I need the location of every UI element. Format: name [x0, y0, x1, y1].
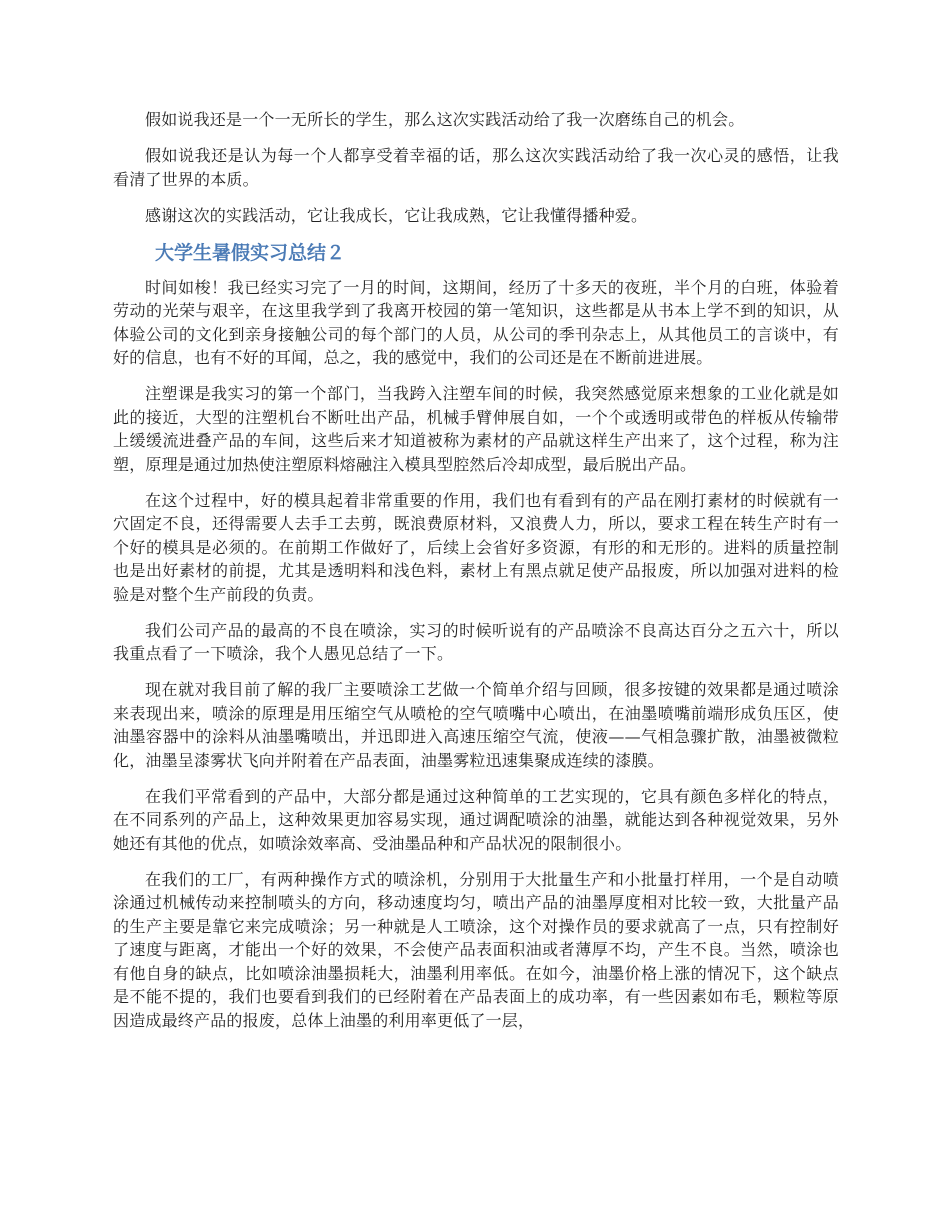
intro-paragraph-2: 假如说我还是认为每一个人都享受着幸福的话，那么这次实践活动给了我一次心灵的感悟，让我看清了世界的本质。 — [113, 146, 839, 189]
body-paragraph-5: 现在就对我目前了解的我厂主要喷涂工艺做一个简单介绍与回顾，很多按键的效果都是通过喷涂来表现出来，喷涂的原理是用压缩空气从喷枪的空气喷嘴中心喷出，在油墨喷嘴前端形成负压区，使油墨容器中的涂料从油墨嘴喷出，并迅即进入高速压缩空气流，使液——气相急骤扩散，油墨被微粒化，油墨呈漆雾状飞向并附着在产品表面，油墨雾粒迅速集聚成连续的漆膜。 — [113, 680, 839, 770]
intro-paragraph-3: 感谢这次的实践活动，它让我成长，它让我成熟，它让我懂得播种爱。 — [145, 205, 648, 225]
body-paragraph-3: 在这个过程中，好的模具起着非常重要的作用，我们也有看到有的产品在刚打素材的时候就有一穴固定不良，还得需要人去手工去剪，既浪费原材料，又浪费人力，所以，要求工程在转生产时有一个好的模具是必须的。在前期工作做好了，后续上会省好多资源，有形的和无形的。进料的质量控制也是出好素材的前提，尤其是透明料和浅色料，素材上有黑点就足使产品报废，所以加强对进料的检验是对整个生产前段的负责。 — [113, 490, 839, 604]
document-page — [113, 108, 839, 1045]
body-paragraph-6: 在我们平常看到的产品中，大部分都是通过这种简单的工艺实现的，它具有颜色多样化的特点，在不同系列的产品上，这种效果更加容易实现，通过调配喷涂的油墨，就能达到各种视觉效果，另外她还有其他的优点，如喷涂效率高、受油墨品种和产品状况的限制很小。 — [113, 786, 839, 853]
body-paragraph-2: 注塑课是我实习的第一个部门，当我跨入注塑车间的时候，我突然感觉原来想象的工业化就是如此的接近，大型的注塑机台不断吐出产品，机械手臂伸展自如，一个个或透明或带色的样板从传输带上缓缓流进叠产品的车间，这些后来才知道被称为素材的产品就这样生产出来了，这个过程，称为注塑，原理是通过加热使注塑原料熔融注入模具型腔然后冷却成型，最后脱出产品。 — [113, 384, 839, 474]
section-heading: 大学生暑假实习总结２ — [155, 241, 346, 264]
body-paragraph-4: 我们公司产品的最高的不良在喷涂，实习的时候听说有的产品喷涂不良高达百分之五六十，所以我重点看了一下喷涂，我个人愚见总结了一下。 — [113, 620, 839, 663]
intro-paragraph-1: 假如说我还是一个一无所长的学生，那么这次实践活动给了我一次磨练自己的机会。 — [145, 110, 745, 129]
body-paragraph-7: 在我们的工厂，有两种操作方式的喷涂机，分别用于大批量生产和小批量打样用，一个是自动喷涂通过机械传动来控制喷头的方向，移动速度均匀，喷出产品的油墨厚度相对比较一致，大批量产品的生产主要是靠它来完成喷涂；另一种就是人工喷涂，这个对操作员的要求就高了一点，只有控制好了速度与距离，才能出一个好的效果，不会使产品表面积油或者薄厚不均，产生不良。当然，喷涂也有他自身的缺点，比如喷涂油墨损耗大，油墨利用率低。在如今，油墨价格上涨的情况下，这个缺点是不能不提的，我们也要看到我们的已经附着在产品表面上的成功率，有一些因素如布毛，颗粒等原因造成最终产品的报废，总体上油墨的利用率更低了一层， — [113, 869, 839, 1030]
body-paragraph-1: 时间如梭！我已经实习完了一月的时间，这期间，经历了十多天的夜班，半个月的白班，体验着劳动的光荣与艰辛，在这里我学到了我离开校园的第一笔知识，这些都是从书本上学不到的知识，从体验公司的文化到亲身接触公司的每个部门的人员，从公司的季刊杂志上，从其他员工的言谈中，有好的信息，也有不好的耳闻，总之，我的感觉中，我们的公司还是在不断前进进展。 — [113, 277, 839, 367]
